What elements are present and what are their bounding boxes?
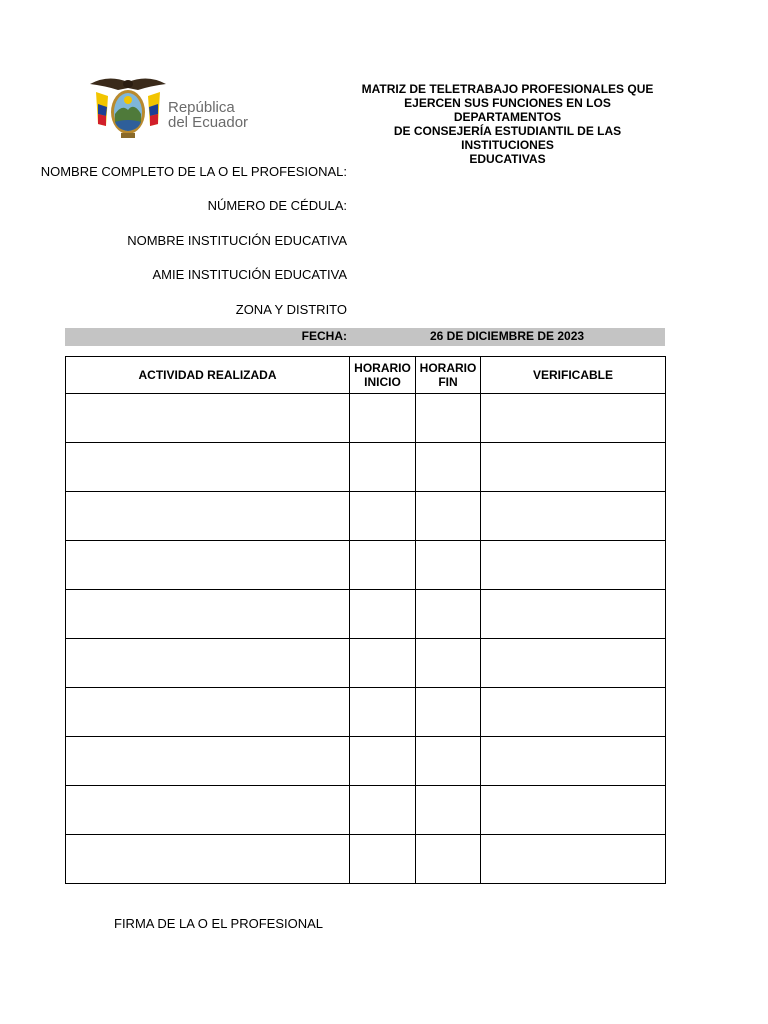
start-time-cell[interactable] <box>350 786 416 835</box>
end-time-cell[interactable] <box>416 835 481 884</box>
verifiable-cell[interactable] <box>481 590 666 639</box>
end-time-cell[interactable] <box>416 639 481 688</box>
date-label: FECHA: <box>301 329 347 343</box>
start-time-cell[interactable] <box>350 541 416 590</box>
title-line: MATRIZ DE TELETRABAJO PROFESIONALES QUE <box>361 82 654 96</box>
end-time-cell[interactable] <box>416 492 481 541</box>
end-time-cell[interactable] <box>416 590 481 639</box>
end-time-cell[interactable] <box>416 541 481 590</box>
end-time-header-line: HORARIO <box>419 361 477 375</box>
logo-line-republica: República <box>168 99 235 116</box>
title-line: DE CONSEJERÍA ESTUDIANTIL DE LAS INSTITUCIONES <box>393 124 622 152</box>
logo-line-del-ecuador: del Ecuador <box>168 114 249 131</box>
table-header-row <box>66 357 666 394</box>
verifiable-cell[interactable] <box>481 541 666 590</box>
end-time-cell[interactable] <box>416 737 481 786</box>
activity-cell[interactable] <box>66 492 350 541</box>
institution-name-label: NOMBRE INSTITUCIÓN EDUCATIVA <box>127 233 347 248</box>
table-row <box>66 394 666 443</box>
verifiable-cell[interactable] <box>481 835 666 884</box>
activity-cell[interactable] <box>66 737 350 786</box>
activity-cell[interactable] <box>66 688 350 737</box>
date-bar <box>65 328 665 346</box>
start-time-cell[interactable] <box>350 443 416 492</box>
start-time-header-line: INICIO <box>364 375 401 389</box>
activity-cell[interactable] <box>66 786 350 835</box>
activity-cell[interactable] <box>66 835 350 884</box>
activity-table <box>65 356 666 884</box>
table-row <box>66 835 666 884</box>
verifiable-cell[interactable] <box>481 394 666 443</box>
start-time-cell[interactable] <box>350 639 416 688</box>
table-row <box>66 443 666 492</box>
activity-cell[interactable] <box>66 541 350 590</box>
activity-header: ACTIVIDAD REALIZADA <box>66 357 350 394</box>
table-row <box>66 786 666 835</box>
title-line: EDUCATIVAS <box>469 152 546 166</box>
activity-cell[interactable] <box>66 590 350 639</box>
verifiable-cell[interactable] <box>481 492 666 541</box>
institution-amie-label: AMIE INSTITUCIÓN EDUCATIVA <box>152 267 347 282</box>
verifiable-cell[interactable] <box>481 786 666 835</box>
end-time-cell[interactable] <box>416 786 481 835</box>
title-line: EJERCEN SUS FUNCIONES EN LOS DEPARTAMENTOS <box>404 96 611 124</box>
table-body <box>66 394 666 884</box>
date-value: 26 DE DICIEMBRE DE 2023 <box>430 329 585 343</box>
republica-del-ecuador-logo <box>88 74 278 144</box>
ecuador-coat-of-arms-icon <box>88 74 168 144</box>
verifiable-cell[interactable] <box>481 688 666 737</box>
start-time-cell[interactable] <box>350 590 416 639</box>
verifiable-cell[interactable] <box>481 737 666 786</box>
full-name-label: NOMBRE COMPLETO DE LA O EL PROFESIONAL: <box>40 164 347 179</box>
activity-cell[interactable] <box>66 443 350 492</box>
end-time-cell[interactable] <box>416 394 481 443</box>
start-time-header <box>350 357 416 394</box>
start-time-header-line: HORARIO <box>354 361 411 375</box>
verifiable-cell[interactable] <box>481 639 666 688</box>
table-row <box>66 639 666 688</box>
table-row <box>66 688 666 737</box>
table-row <box>66 541 666 590</box>
table-row <box>66 492 666 541</box>
start-time-cell[interactable] <box>350 394 416 443</box>
activity-cell[interactable] <box>66 394 350 443</box>
start-time-cell[interactable] <box>350 688 416 737</box>
end-time-header-line: FIN <box>438 375 458 389</box>
table-row <box>66 590 666 639</box>
end-time-header <box>416 357 481 394</box>
start-time-cell[interactable] <box>350 835 416 884</box>
id-number-label: NÚMERO DE CÉDULA: <box>207 198 347 213</box>
end-time-cell[interactable] <box>416 688 481 737</box>
zone-district-label: ZONA Y DISTRITO <box>235 302 347 317</box>
verifiable-header: VERIFICABLE <box>481 357 666 394</box>
start-time-cell[interactable] <box>350 737 416 786</box>
document-title <box>350 82 665 166</box>
start-time-cell[interactable] <box>350 492 416 541</box>
signature-label: FIRMA DE LA O EL PROFESIONAL <box>114 916 324 931</box>
table-row <box>66 737 666 786</box>
verifiable-cell[interactable] <box>481 443 666 492</box>
activity-cell[interactable] <box>66 639 350 688</box>
end-time-cell[interactable] <box>416 443 481 492</box>
